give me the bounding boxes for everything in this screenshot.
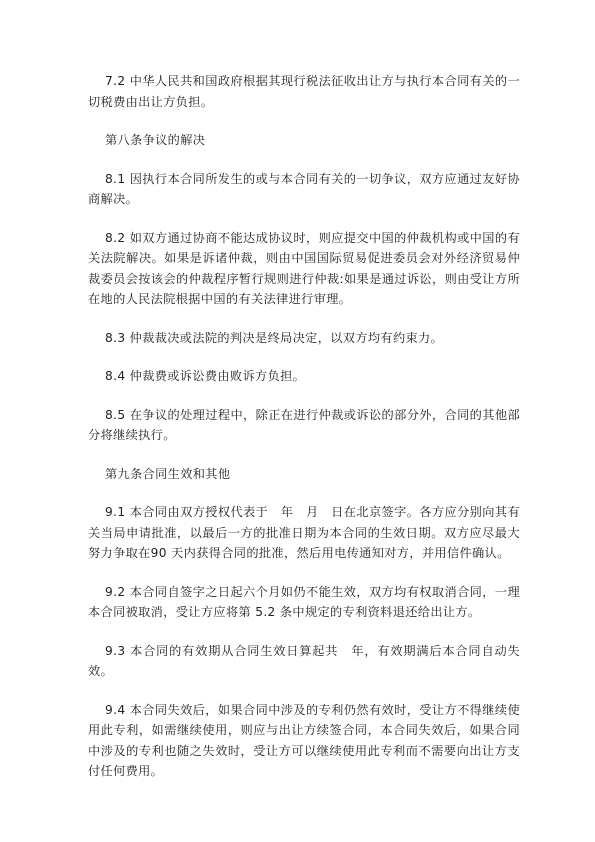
clause-9-3: 9.3 本合同的有效期从合同生效日算起共 年，有效期满后本合同自动失效。 xyxy=(88,643,520,678)
clause-7-2: 7.2 中华人民共和国政府根据其现行税法征收出让方与执行本合同有关的一切税费由出让方负担。 xyxy=(88,74,520,109)
clause-8-1: 8.1 因执行本合同所发生的或与本合同有关的一切争议，双方应通过友好协商解决。 xyxy=(88,171,520,206)
clause-9-2: 9.2 本合同自签字之日起六个月如仍不能生效，双方均有权取消合同，一理本合同被取消，受让方应将第 5.2 条中规定的专利资料退还给出让方。 xyxy=(88,584,520,619)
clause-8-4: 8.4 仲裁费或诉讼费由败诉方负担。 xyxy=(105,369,306,383)
article-8-heading: 第八条争议的解决 xyxy=(105,133,206,147)
clause-8-5: 8.5 在争议的处理过程中，除正在进行仲裁或诉讼的部分外，合同的其他部分将继续执行。 xyxy=(88,407,520,442)
clause-9-1: 9.1 本合同由双方授权代表于 年 月 日在北京签字。各方应分别向其有关当局申请批准，以最后一方的批准日期为本合同的生效日期。双方应尽最大努力争取在90 天内获得合同的批准，然后用电传通知对方，并用信件确认。 xyxy=(88,505,520,560)
clause-9-4: 9.4 本合同失效后，如果合同中涉及的专利仍然有效时，受让方不得继续使用此专利，如需继续使用，则应与出让方续签合同，本合同失效后，如果合同中涉及的专利也随之失效时，受让方可以继续使用此专利而不需要向出让方支付任何费用。 xyxy=(88,702,520,778)
clause-8-2: 8.2 如双方通过协商不能达成协议时，则应提交中国的仲裁机构或中国的有关法院解决。如果是诉诸仲裁，则由中国国际贸易促进委员会对外经济贸易仲裁委员会按该会的仲裁程序暂行规则进行仲裁:如果是通过诉讼，则由受让方所在地的人民法院根据中国的有关法律进行审理。 xyxy=(88,230,520,306)
article-9-heading: 第九条合同生效和其他 xyxy=(105,466,231,481)
document-body xyxy=(88,71,520,800)
clause-8-3: 8.3 仲裁裁决或法院的判决是终局决定，以双方均有约束力。 xyxy=(105,330,444,345)
